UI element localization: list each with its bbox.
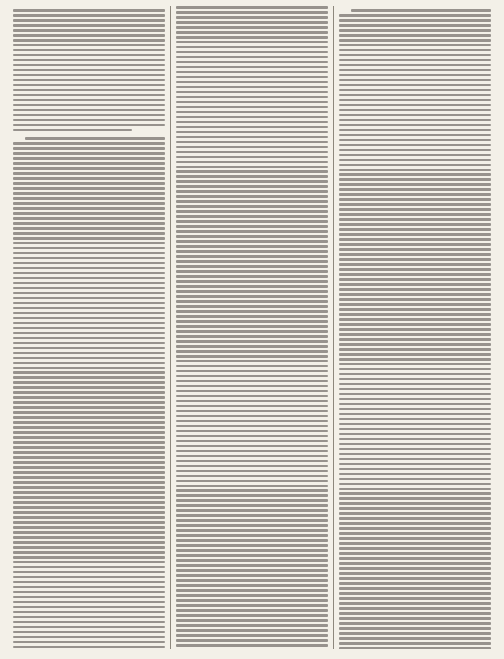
column-layout xyxy=(8,6,496,649)
article-body xyxy=(13,9,165,131)
column-right xyxy=(333,6,496,649)
column-middle xyxy=(170,6,333,649)
article-body xyxy=(176,6,328,649)
column-left xyxy=(8,6,170,649)
article-body xyxy=(13,137,165,649)
article-body xyxy=(339,9,491,649)
